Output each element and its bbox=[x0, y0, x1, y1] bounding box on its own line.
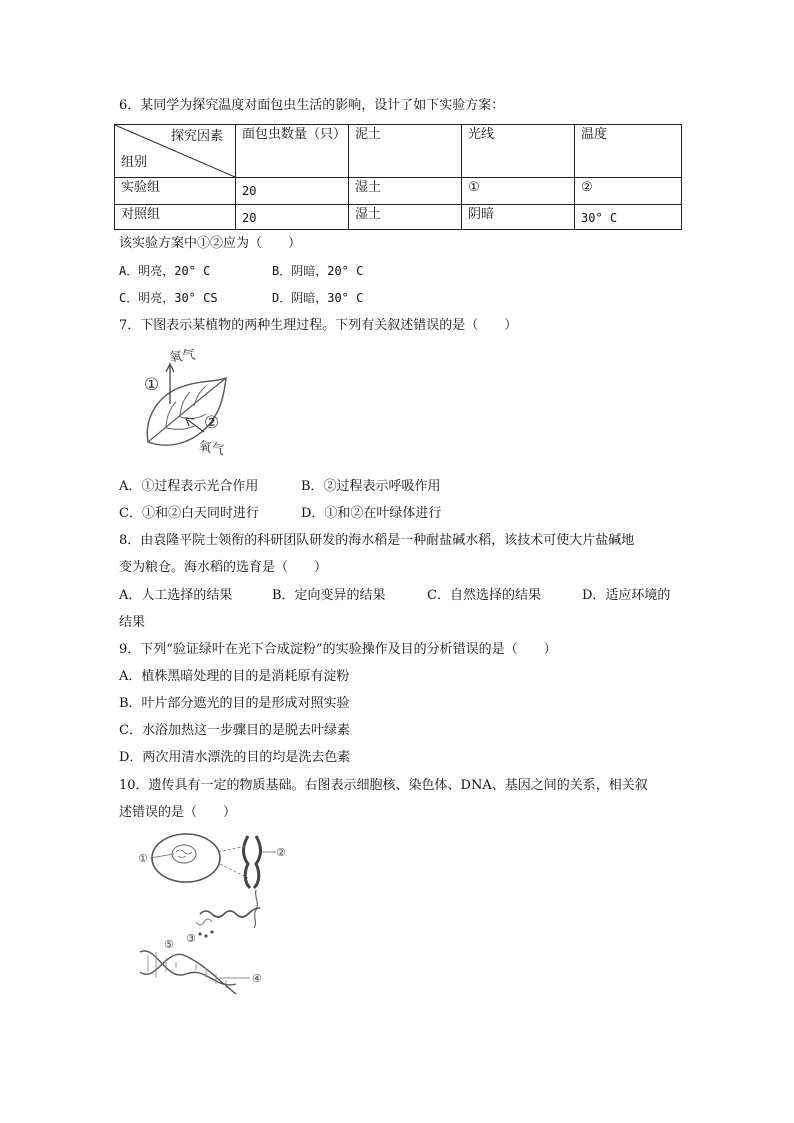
table-cell: 阴暗 bbox=[462, 205, 575, 230]
leaf-figure bbox=[140, 346, 250, 458]
q8-stem-line1: 8．由袁隆平院士领衔的科研团队研发的海水稻是一种耐盐碱水稻，该技术可使大片盐碱地 bbox=[119, 533, 635, 548]
table-cell: 20 bbox=[236, 178, 349, 205]
corner-top-label: 探究因素 bbox=[170, 129, 223, 144]
table-header-cell: 面包虫数量（只） bbox=[236, 125, 349, 178]
table-header-row bbox=[115, 125, 682, 178]
nucleus bbox=[172, 845, 196, 863]
oxygen-label-top: 氧气 bbox=[168, 347, 197, 366]
q6-option-a: A．明亮，20° C bbox=[119, 264, 211, 278]
table-row bbox=[115, 205, 682, 230]
q8-option-a: A．人工选择的结果 bbox=[119, 588, 233, 603]
genetics-label-2: ② bbox=[276, 846, 286, 859]
table-cell: ② bbox=[575, 178, 682, 205]
genetics-label-5: ⑤ bbox=[164, 938, 174, 951]
q6-option-c: C．明亮，30° CS bbox=[119, 291, 218, 305]
q7-option-c: C．①和②白天同时进行 bbox=[119, 506, 259, 521]
q10-stem-line2: 述错误的是（ ） bbox=[119, 805, 237, 820]
q7-stem: 7．下图表示某植物的两种生理过程。下列有关叙述错误的是（ ） bbox=[119, 318, 518, 333]
experiment-table bbox=[114, 124, 682, 230]
q9-option-a: A．植株黑暗处理的目的是消耗原有淀粉 bbox=[119, 669, 350, 684]
q8-stem-line2: 变为粮仓。海水稻的选育是（ ） bbox=[119, 560, 328, 575]
cell-outline bbox=[152, 834, 220, 882]
figure-label-1: ① bbox=[144, 375, 160, 395]
table-cell: ① bbox=[462, 178, 575, 205]
table-cell: 20 bbox=[236, 205, 349, 230]
q8-option-b: B．定向变异的结果 bbox=[272, 588, 386, 603]
q7-option-d: D．①和②在叶绿体进行 bbox=[301, 506, 442, 521]
figure-label-2: ② bbox=[204, 413, 220, 433]
q6-question: 该实验方案中①②应为（ ） bbox=[119, 236, 302, 251]
chromosome bbox=[244, 836, 261, 888]
table-cell: 湿土 bbox=[349, 205, 462, 230]
genetics-label-4: ④ bbox=[252, 972, 262, 985]
q9-stem: 9．下列“验证绿叶在光下合成淀粉”的实验操作及目的分析错误的是（ ） bbox=[119, 642, 557, 657]
q8-option-c: C．自然选择的结果 bbox=[427, 588, 541, 603]
table-header-cell: 光线 bbox=[462, 125, 575, 178]
q7-option-b: B．②过程表示呼吸作用 bbox=[301, 479, 441, 494]
table-cell: 30° C bbox=[575, 205, 682, 230]
genetics-label-1: ① bbox=[138, 852, 148, 865]
table-row-label: 对照组 bbox=[115, 205, 236, 230]
table-header-cell: 温度 bbox=[575, 125, 682, 178]
genetics-label-3: ③ bbox=[186, 932, 196, 945]
q9-option-d: D．两次用清水漂洗的目的均是洗去色素 bbox=[119, 750, 351, 765]
genetics-figure bbox=[136, 832, 296, 1000]
q6-stem: 6．某同学为探究温度对面包虫生活的影响，设计了如下实验方案： bbox=[119, 98, 505, 113]
oxygen-label-bottom: 氧气 bbox=[197, 439, 226, 458]
q9-option-c: C．水浴加热这一步骤目的是脱去叶绿素 bbox=[119, 723, 350, 738]
dna-helix bbox=[140, 951, 236, 985]
table-corner-cell bbox=[115, 125, 236, 178]
table-cell: 湿土 bbox=[349, 178, 462, 205]
q7-option-a: A．①过程表示光合作用 bbox=[119, 479, 259, 494]
q8-option-d-continued: 结果 bbox=[119, 615, 146, 630]
q9-option-b: B．叶片部分遮光的目的是形成对照实验 bbox=[119, 696, 350, 711]
q6-option-b: B．阴暗，20° C bbox=[272, 264, 364, 278]
table-row-label: 实验组 bbox=[115, 178, 236, 205]
q10-stem-line1: 10．遗传具有一定的物质基础。右图表示细胞核、染色体、DNA、基因之间的关系，相关叙 bbox=[119, 778, 648, 793]
table-row bbox=[115, 178, 682, 205]
table-header-cell: 泥土 bbox=[349, 125, 462, 178]
q6-option-d: D．阴暗，30° C bbox=[272, 291, 364, 305]
corner-bottom-label: 组别 bbox=[121, 155, 148, 170]
q8-option-d: D．适应环境的 bbox=[582, 588, 671, 603]
